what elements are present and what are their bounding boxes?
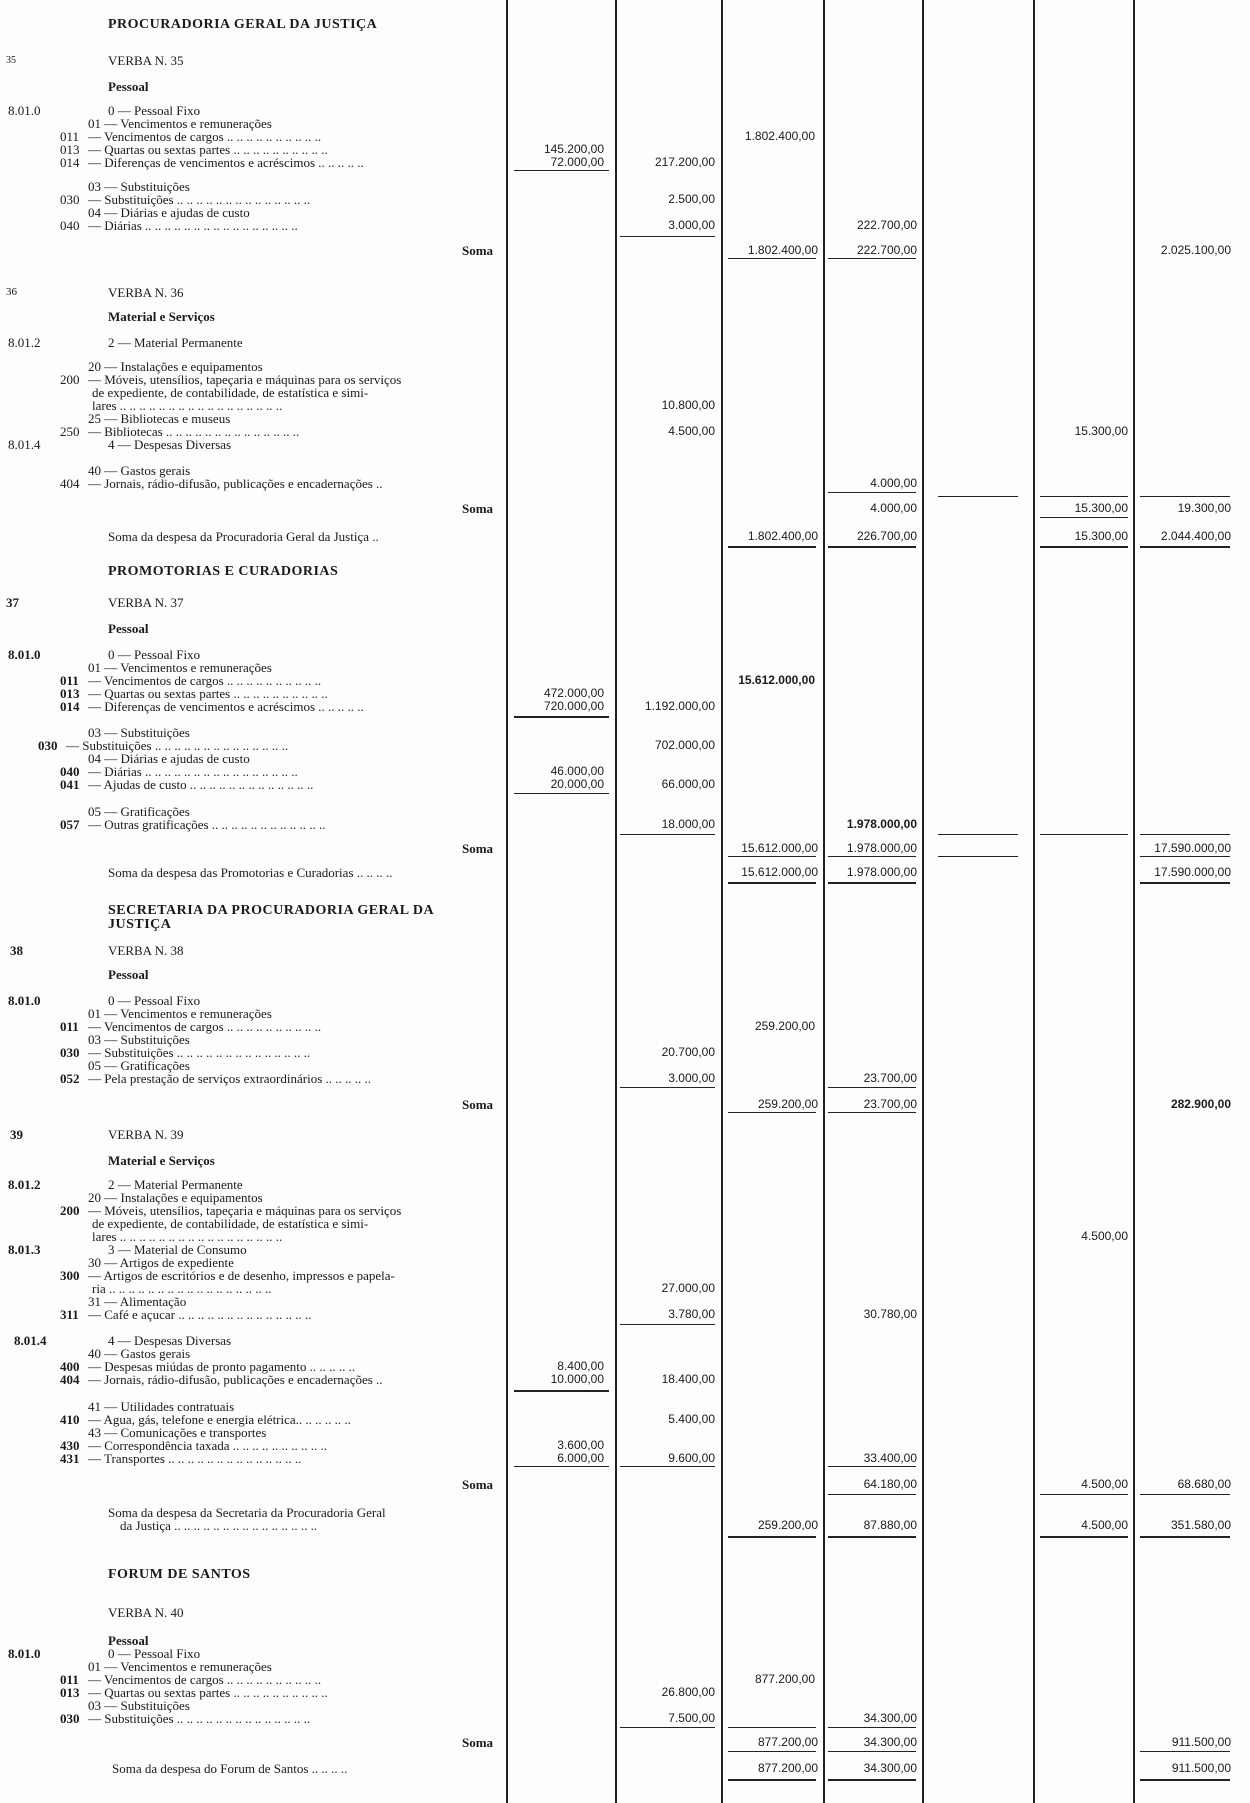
item-code: 431 <box>60 1451 80 1466</box>
value: 87.880,00 <box>863 1518 917 1532</box>
value: 3.600,00 <box>557 1438 604 1452</box>
item-code: 404 <box>60 476 80 491</box>
item-text: 05 — Gratificações <box>88 1058 190 1073</box>
value: 877.200,00 <box>757 1761 818 1775</box>
rule <box>620 1727 715 1728</box>
rule <box>1140 1779 1230 1781</box>
value: 4.500,00 <box>1081 1518 1128 1532</box>
value: 226.700,00 <box>856 529 917 543</box>
column-rule <box>615 0 617 1803</box>
value: 23.700,00 <box>863 1097 917 1111</box>
value: 1.802.400,00 <box>747 243 818 257</box>
column-rule <box>506 0 508 1803</box>
value: 351.580,00 <box>1170 1518 1231 1532</box>
soma-label: Soma <box>462 1477 494 1492</box>
soma-label: Soma <box>462 1735 494 1750</box>
item-text: — Artigos de escritórios e de desenho, impressos e papela- <box>88 1268 395 1283</box>
item-text: 4 — Despesas Diversas <box>108 437 232 452</box>
total-label: Soma da despesa da Procuradoria Geral da Justiça .. <box>108 529 379 544</box>
item-text: — Móveis, utensílios, tapeçaria e máquinas para os serviços <box>88 1203 402 1218</box>
value: 18.400,00 <box>661 1372 715 1386</box>
item-text: ria .. .. .. .. .. .. .. .. .. .. .. .. .. .. .. .. .. <box>92 1281 272 1296</box>
item-text: 31 — Alimentação <box>88 1294 187 1309</box>
item-code: 052 <box>60 1071 80 1086</box>
value: 911.500,00 <box>1171 1761 1231 1775</box>
value: 4.000,00 <box>870 476 917 490</box>
value: 472.000,00 <box>543 686 604 700</box>
column-rule <box>823 0 825 1803</box>
item-text: 4 — Despesas Diversas <box>108 1333 232 1348</box>
item-text: — Agua, gás, telefone e energia elétrica.. .. .. .. .. .. <box>88 1412 351 1427</box>
verba-label: VERBA N. 35 <box>108 53 184 68</box>
item-code: 030 <box>60 1045 80 1060</box>
value: 1.192.000,00 <box>644 699 715 713</box>
category: Pessoal <box>108 1633 149 1648</box>
value: 720.000,00 <box>543 699 604 713</box>
rule <box>1040 496 1128 497</box>
rule <box>620 1087 715 1088</box>
value: 15.612.000,00 <box>738 673 815 687</box>
rule <box>828 882 916 884</box>
rule <box>1040 1494 1128 1495</box>
value: 145.200,00 <box>543 142 604 156</box>
verba-label: VERBA N. 39 <box>108 1127 184 1142</box>
item-text: 2 — Material Permanente <box>108 335 243 350</box>
rule <box>620 1324 715 1325</box>
value: 1.978.000,00 <box>846 817 917 831</box>
item-text: 25 — Bibliotecas e museus <box>88 411 231 426</box>
value: 10.000,00 <box>550 1372 604 1386</box>
column-rule <box>1133 0 1135 1803</box>
item-text: 03 — Substituições <box>88 1698 190 1713</box>
rule <box>1040 546 1128 548</box>
value: 5.400,00 <box>668 1412 715 1426</box>
verba-number: 36 <box>6 286 17 298</box>
rule <box>728 1751 816 1752</box>
item-text: — Quartas ou sextas partes .. .. .. .. .. .. .. .. .. .. <box>88 1685 328 1700</box>
value: 3.000,00 <box>668 1071 715 1085</box>
total-label: Soma da despesa da Secretaria da Procuradoria Geral <box>108 1505 386 1520</box>
value: 911.500,00 <box>1171 1735 1231 1749</box>
rule <box>938 496 1018 497</box>
item-text: 0 — Pessoal Fixo <box>108 993 201 1008</box>
value: 9.600,00 <box>668 1451 715 1465</box>
item-text: 20 — Instalações e equipamentos <box>88 359 263 374</box>
item-text: — Jornais, rádio-difusão, publicações e encadernações .. <box>88 476 383 491</box>
total-label: Soma da despesa das Promotorias e Curadorias .. .. .. .. <box>108 865 393 880</box>
value: 4.500,00 <box>1081 1477 1128 1491</box>
verba-label: VERBA N. 40 <box>108 1605 184 1620</box>
item-text: — Vencimentos de cargos .. .. .. .. .. .. .. .. .. .. <box>88 1019 322 1034</box>
item-text: 43 — Comunicações e transportes <box>88 1425 267 1440</box>
section-title: FORUM DE SANTOS <box>108 1567 251 1582</box>
value: 2.500,00 <box>668 192 715 206</box>
value: 877.200,00 <box>754 1672 815 1686</box>
value: 15.612.000,00 <box>741 865 818 879</box>
rule <box>514 793 609 794</box>
value: 17.590.000,00 <box>1154 841 1231 855</box>
item-text: — Substituições .. .. .. .. .. .. .. .. .. .. .. .. .. .. <box>88 1711 311 1726</box>
item-code: 404 <box>60 1372 80 1387</box>
item-code: 013 <box>60 142 80 157</box>
item-text: 0 — Pessoal Fixo <box>108 103 201 118</box>
value: 10.800,00 <box>661 398 715 412</box>
item-text: 04 — Diárias e ajudas de custo <box>88 751 250 766</box>
item-text: — Móveis, utensílios, tapeçaria e máquinas para os serviços <box>88 372 402 387</box>
rule <box>828 1087 916 1088</box>
value: 4.000,00 <box>870 501 917 515</box>
item-code: 030 <box>60 192 80 207</box>
section-title: PROMOTORIAS E CURADORIAS <box>108 564 339 579</box>
item-code: 011 <box>60 1672 79 1687</box>
value: 282.900,00 <box>1170 1097 1231 1111</box>
value: 259.200,00 <box>757 1097 818 1111</box>
item-code: 8.01.4 <box>8 437 41 452</box>
item-code: 013 <box>60 686 80 701</box>
rule <box>728 258 816 259</box>
rule <box>1140 1751 1230 1752</box>
value: 33.400,00 <box>863 1451 917 1465</box>
soma-label: Soma <box>462 501 494 516</box>
value: 217.200,00 <box>654 155 715 169</box>
item-text: — Diárias .. .. .. .. .. .. .. .. .. .. .. .. .. .. .. .. <box>88 764 298 779</box>
item-code: 430 <box>60 1438 80 1453</box>
value: 66.000,00 <box>661 777 715 791</box>
item-code: 013 <box>60 1685 80 1700</box>
item-text: 01 — Vencimentos e remunerações <box>88 1659 272 1674</box>
item-code: 410 <box>60 1412 80 1427</box>
item-text: — Vencimentos de cargos .. .. .. .. .. .. .. .. .. .. <box>88 129 322 144</box>
item-text: — Pela prestação de serviços extraordinários .. .. .. .. .. <box>88 1071 372 1086</box>
value: 34.300,00 <box>863 1735 917 1749</box>
item-text: — Correspondência taxada .. .. .. .. .. .. .. .. .. .. <box>88 1438 328 1453</box>
rule <box>828 1751 916 1752</box>
soma-label: Soma <box>462 841 494 856</box>
item-text: — Transportes .. .. .. .. .. .. .. .. .. .. .. .. .. .. <box>88 1451 302 1466</box>
rule <box>514 1390 609 1392</box>
item-code: 200 <box>60 372 80 387</box>
value: 64.180,00 <box>863 1477 917 1491</box>
item-text: — Substituições .. .. .. .. .. .. .. .. .. .. .. .. .. .. <box>88 1045 311 1060</box>
item-code: 400 <box>60 1359 80 1374</box>
value: 702.000,00 <box>654 738 715 752</box>
item-text: 03 — Substituições <box>88 1032 190 1047</box>
item-text: de expediente, de contabilidade, de estatística e simi- <box>92 1216 369 1231</box>
rule <box>728 856 816 857</box>
item-code: 8.01.0 <box>8 993 41 1008</box>
item-code: 014 <box>60 699 80 714</box>
column-rule <box>922 0 924 1803</box>
item-text: lares .. .. .. .. .. .. .. .. .. .. .. .. .. .. .. .. .. <box>92 398 283 413</box>
rule <box>938 834 1018 835</box>
value: 259.200,00 <box>754 1019 815 1033</box>
value: 20.000,00 <box>550 777 604 791</box>
rule <box>728 882 816 884</box>
rule <box>828 546 916 548</box>
item-text: — Vencimentos de cargos .. .. .. .. .. .. .. .. .. .. <box>88 673 322 688</box>
verba-number: 38 <box>10 943 23 958</box>
value: 222.700,00 <box>856 218 917 232</box>
rule <box>828 1727 916 1728</box>
category: Material e Serviços <box>108 309 215 324</box>
item-text: 20 — Instalações e equipamentos <box>88 1190 263 1205</box>
value: 72.000,00 <box>550 155 604 169</box>
rule <box>828 1779 916 1781</box>
value: 3.000,00 <box>668 218 715 232</box>
value: 23.700,00 <box>863 1071 917 1085</box>
item-code: 040 <box>60 218 80 233</box>
rule <box>828 1112 916 1113</box>
value: 7.500,00 <box>668 1711 715 1725</box>
verba-label: VERBA N. 37 <box>108 595 184 610</box>
rule <box>1140 496 1230 497</box>
item-code: 041 <box>60 777 80 792</box>
item-text: 30 — Artigos de expediente <box>88 1255 234 1270</box>
item-text: 03 — Substituições <box>88 725 190 740</box>
item-text: 04 — Diárias e ajudas de custo <box>88 205 250 220</box>
item-code: 057 <box>60 817 80 832</box>
rule <box>828 1536 916 1538</box>
soma-label: Soma <box>462 243 494 258</box>
item-text: — Jornais, rádio-difusão, publicações e encadernações .. <box>88 1372 383 1387</box>
item-code: 250 <box>60 424 80 439</box>
item-text: 40 — Gastos gerais <box>88 1346 191 1361</box>
value: 6.000,00 <box>557 1451 604 1465</box>
item-text: — Diferenças de vencimentos e acréscimos .. .. .. .. .. <box>88 699 364 714</box>
total-label: Soma da despesa do Forum de Santos .. .. .. .. <box>112 1761 348 1776</box>
item-text: — Diárias .. .. .. .. .. .. .. .. .. .. .. .. .. .. .. .. <box>88 218 298 233</box>
section-title: PROCURADORIA GERAL DA JUSTIÇA <box>108 17 378 32</box>
value: 15.300,00 <box>1074 424 1128 438</box>
category: Material e Serviços <box>108 1153 215 1168</box>
value: 18.000,00 <box>661 817 715 831</box>
item-text: — Substituições .. .. .. .. .. .. .. .. .. .. .. .. .. .. <box>66 738 289 753</box>
value: 68.680,00 <box>1177 1477 1231 1491</box>
item-text: — Ajudas de custo .. .. .. .. .. .. .. .. .. .. .. .. .. <box>88 777 314 792</box>
value: 17.590.000,00 <box>1154 865 1231 879</box>
item-code: 300 <box>60 1268 80 1283</box>
value: 26.800,00 <box>661 1685 715 1699</box>
item-text: 03 — Substituições <box>88 179 190 194</box>
category: Pessoal <box>108 79 149 94</box>
item-code: 014 <box>60 155 80 170</box>
item-text: de expediente, de contabilidade, de estatística e simi- <box>92 385 369 400</box>
total-label: da Justiça .. .. .. .. .. .. .. .. .. .. .. .. .. .. .. <box>120 1518 318 1533</box>
item-code: 8.01.2 <box>8 1177 41 1192</box>
item-code: 8.01.0 <box>8 1646 41 1661</box>
item-text: 01 — Vencimentos e remunerações <box>88 1006 272 1021</box>
rule <box>1140 1494 1230 1495</box>
value: 30.780,00 <box>863 1307 917 1321</box>
item-code: 311 <box>60 1307 79 1322</box>
item-text: 3 — Material de Consumo <box>108 1242 247 1257</box>
category: Pessoal <box>108 967 149 982</box>
item-text: — Despesas miúdas de pronto pagamento .. .. .. .. .. <box>88 1359 356 1374</box>
item-code: 011 <box>60 1019 79 1034</box>
item-text: 40 — Gastos gerais <box>88 463 191 478</box>
value: 20.700,00 <box>661 1045 715 1059</box>
verba-label: VERBA N. 36 <box>108 285 184 300</box>
item-text: 0 — Pessoal Fixo <box>108 647 201 662</box>
rule <box>1140 882 1230 884</box>
rule <box>728 1112 816 1113</box>
rule <box>828 1494 916 1495</box>
section-title: SECRETARIA DA PROCURADORIA GERAL DA JUSTIÇA <box>108 903 434 932</box>
verba-number: 37 <box>6 595 19 610</box>
item-code: 040 <box>60 764 80 779</box>
category: Pessoal <box>108 621 149 636</box>
item-text: 2 — Material Permanente <box>108 1177 243 1192</box>
value: 2.044.400,00 <box>1160 529 1231 543</box>
verba-number: 39 <box>10 1127 23 1142</box>
rule <box>828 1466 916 1467</box>
item-text: — Vencimentos de cargos .. .. .. .. .. .. .. .. .. .. <box>88 1672 322 1687</box>
value: 877.200,00 <box>757 1735 818 1749</box>
value: 19.300,00 <box>1177 501 1231 515</box>
value: 8.400,00 <box>557 1359 604 1373</box>
rule <box>728 546 816 548</box>
value: 34.300,00 <box>863 1711 917 1725</box>
item-code: 030 <box>60 1711 80 1726</box>
item-text: — Quartas ou sextas partes .. .. .. .. .. .. .. .. .. .. <box>88 142 328 157</box>
item-text: — Quartas ou sextas partes .. .. .. .. .. .. .. .. .. .. <box>88 686 328 701</box>
rule <box>728 1779 816 1781</box>
rule <box>1140 546 1230 548</box>
value: 34.300,00 <box>863 1761 917 1775</box>
soma-label: Soma <box>462 1097 494 1112</box>
value: 4.500,00 <box>1081 1229 1128 1243</box>
value: 15.300,00 <box>1074 529 1128 543</box>
rule <box>1140 856 1230 857</box>
rule <box>514 1466 609 1467</box>
item-code: 8.01.0 <box>8 647 41 662</box>
value: 1.978.000,00 <box>846 865 917 879</box>
rule <box>1140 1536 1230 1538</box>
item-text: lares .. .. .. .. .. .. .. .. .. .. .. .. .. .. .. .. .. <box>92 1229 283 1244</box>
rule <box>620 1466 715 1467</box>
value: 259.200,00 <box>757 1518 818 1532</box>
item-code: 200 <box>60 1203 80 1218</box>
rule <box>620 834 715 835</box>
item-text: 01 — Vencimentos e remunerações <box>88 116 272 131</box>
item-code: 011 <box>60 673 79 688</box>
column-rule <box>721 0 723 1803</box>
rule <box>514 170 609 171</box>
rule <box>1040 517 1128 518</box>
item-text: 05 — Gratificações <box>88 804 190 819</box>
item-text: 01 — Vencimentos e remunerações <box>88 660 272 675</box>
rule <box>620 236 715 237</box>
rule <box>728 1536 816 1538</box>
value: 4.500,00 <box>668 424 715 438</box>
item-code: 8.01.3 <box>8 1242 41 1257</box>
value: 1.802.400,00 <box>747 529 818 543</box>
rule <box>1140 834 1230 835</box>
value: 222.700,00 <box>856 243 917 257</box>
value: 15.300,00 <box>1074 501 1128 515</box>
item-text: — Café e açucar .. .. .. .. .. .. .. .. .. .. .. .. .. .. <box>88 1307 312 1322</box>
value: 15.612.000,00 <box>741 841 818 855</box>
verba-number: 35 <box>6 55 16 66</box>
rule <box>728 1727 816 1728</box>
item-code: 8.01.2 <box>8 335 41 350</box>
rule <box>828 258 916 259</box>
column-rule <box>1033 0 1035 1803</box>
rule <box>1040 1536 1128 1538</box>
verba-label: VERBA N. 38 <box>108 943 184 958</box>
item-text: — Substituições .. .. .. .. .. .. .. .. .. .. .. .. .. .. <box>88 192 311 207</box>
rule <box>828 856 916 857</box>
value: 27.000,00 <box>661 1281 715 1295</box>
value: 3.780,00 <box>668 1307 715 1321</box>
item-text: — Bibliotecas .. .. .. .. .. .. .. .. .. .. .. .. .. .. <box>88 424 300 439</box>
item-code: 030 <box>38 738 58 753</box>
value: 2.025.100,00 <box>1160 243 1231 257</box>
item-text: — Outras gratificações .. .. .. .. .. .. .. .. .. .. .. .. <box>88 817 326 832</box>
item-code: 8.01.4 <box>14 1333 47 1348</box>
rule <box>1040 834 1128 835</box>
rule <box>938 856 1018 857</box>
value: 1.978.000,00 <box>846 841 917 855</box>
item-text: 0 — Pessoal Fixo <box>108 1646 201 1661</box>
value: 1.802.400,00 <box>744 129 815 143</box>
item-text: 41 — Utilidades contratuais <box>88 1399 235 1414</box>
rule <box>828 492 916 493</box>
item-text: — Diferenças de vencimentos e acréscimos .. .. .. .. .. <box>88 155 364 170</box>
item-code: 8.01.0 <box>8 103 41 118</box>
value: 46.000,00 <box>550 764 604 778</box>
rule <box>514 716 609 718</box>
item-code: 011 <box>60 129 80 144</box>
